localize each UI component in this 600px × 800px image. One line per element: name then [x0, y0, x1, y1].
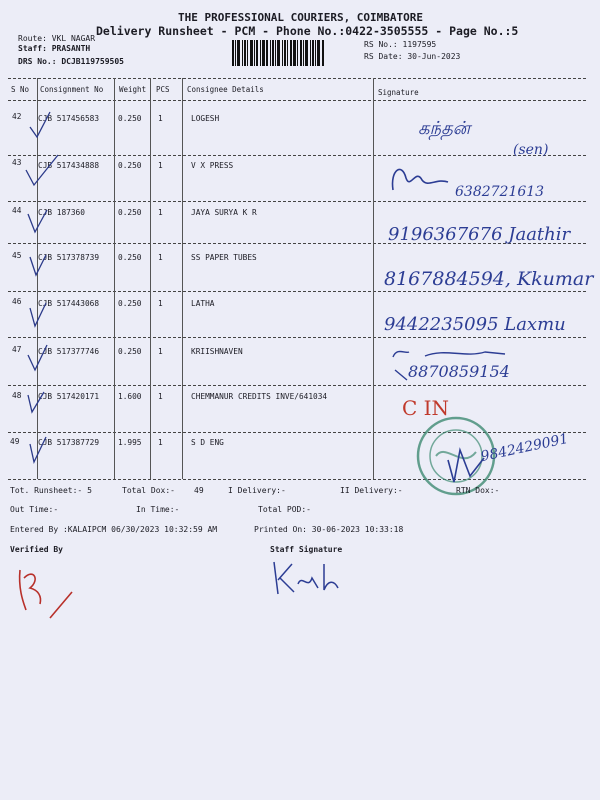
- signature-row48: C IN: [402, 396, 450, 420]
- col-consignment: Consignment No: [40, 85, 104, 94]
- row-sno: 45: [12, 251, 22, 260]
- row-weight: 0.250: [118, 299, 142, 308]
- row-sno: 47: [12, 345, 22, 354]
- signature-row45: 8167884594, Kkumar: [384, 268, 594, 290]
- row-consignee: CHEMMANUR CREDITS INVE/641034: [191, 392, 328, 401]
- tick-mark: [30, 437, 46, 462]
- row-weight: 1.995: [118, 438, 142, 447]
- row-consignee: SS PAPER TUBES: [191, 253, 257, 262]
- signature-row44: 9196367676 Jaathir: [388, 224, 571, 245]
- entered-by: Entered By :KALAIPCM 06/30/2023 10:32:59 AM: [10, 525, 218, 534]
- staff-label: Staff: PRASANTH: [18, 44, 91, 53]
- row-pcs: 1: [158, 392, 163, 401]
- col-weight: Weight: [119, 85, 147, 94]
- signature-row42: கந்தன்: [418, 118, 471, 139]
- signature-row47: 8870859154: [408, 362, 510, 381]
- row-sno: 44: [12, 206, 22, 215]
- row-pcs: 1: [158, 208, 163, 217]
- col-signature: Signature: [378, 88, 419, 97]
- row-pcs: 1: [158, 438, 163, 447]
- row-pcs: 1: [158, 253, 163, 262]
- row-consignment: CJB 517387729: [38, 438, 100, 447]
- signature-scribble-43: [388, 160, 458, 200]
- tick-mark: [30, 255, 46, 275]
- row-weight: 0.250: [118, 114, 142, 123]
- rs-date: RS Date: 30-Jun-2023: [364, 52, 461, 61]
- ii-delivery: II Delivery:-: [340, 486, 403, 495]
- in-time: In Time:-: [136, 505, 180, 514]
- rs-number: RS No.: 1197595: [364, 40, 437, 49]
- i-delivery: I Delivery:-: [228, 486, 286, 495]
- tick-mark: [30, 303, 46, 326]
- row-consignee: LOGESH: [191, 114, 220, 123]
- row-sno: 43: [12, 158, 22, 167]
- row-consignee: KRIISHNAVEN: [191, 347, 243, 356]
- row-consignment: CJB 517434888: [38, 161, 100, 170]
- row-consignee: JAYA SURYA K R: [191, 208, 257, 217]
- row-weight: 0.250: [118, 208, 142, 217]
- row-consignment: CJB 517456583: [38, 114, 100, 123]
- row-consignee: LATHA: [191, 299, 215, 308]
- row-pcs: 1: [158, 347, 163, 356]
- col-consignee: Consignee Details: [187, 85, 264, 94]
- out-time: Out Time:-: [10, 505, 59, 514]
- row-consignment: CJB 517377746: [38, 347, 100, 356]
- verified-by: Verified By: [10, 545, 63, 554]
- row-consignment: CJB 517420171: [38, 392, 100, 401]
- row-pcs: 1: [158, 114, 163, 123]
- row-consignment: CJB 187360: [38, 208, 85, 217]
- row-sno: 48: [12, 391, 22, 400]
- total-pod: Total POD:-: [258, 505, 311, 514]
- col-sno: S No: [11, 85, 30, 94]
- runsheet-title: Delivery Runsheet - PCM - Phone No.:0422-3505555 - Page No.:5: [96, 24, 519, 38]
- row-consignee: V X PRESS: [191, 161, 234, 170]
- route-label: Route: VKL NAGAR: [18, 34, 96, 43]
- row-pcs: 1: [158, 161, 163, 170]
- row-sno: 49: [10, 437, 20, 446]
- row-weight: 0.250: [118, 161, 142, 170]
- row-consignee: S D ENG: [191, 438, 224, 447]
- printed-on: Printed On: 30-06-2023 10:33:18: [254, 525, 404, 534]
- row-sno: 46: [12, 297, 22, 306]
- row-consignment: CJB 517378739: [38, 253, 100, 262]
- signature-row43: 6382721613: [455, 184, 545, 200]
- total-dox-label: Total Dox:-: [122, 486, 175, 495]
- signature-row42-extra: (sen): [513, 142, 549, 158]
- tick-mark: [26, 155, 58, 185]
- signature-row49: 9842429091: [479, 430, 570, 466]
- tick-mark: [28, 345, 47, 370]
- row-pcs: 1: [158, 299, 163, 308]
- total-dox-value: 49: [194, 486, 204, 495]
- tick-mark: [28, 392, 44, 412]
- tick-mark: [28, 210, 47, 232]
- rtn-dox: RTN Dox:-: [456, 486, 500, 495]
- tick-mark: [30, 112, 50, 137]
- row-weight: 0.250: [118, 347, 142, 356]
- company-name: THE PROFESSIONAL COURIERS, COIMBATORE: [178, 11, 424, 24]
- total-runsheet: Tot. Runsheet:- 5: [10, 486, 92, 495]
- row-consignment: CJB 517443068: [38, 299, 100, 308]
- row-weight: 0.250: [118, 253, 142, 262]
- col-pcs: PCS: [156, 85, 170, 94]
- drs-number: DRS No.: DCJB119759505: [18, 57, 124, 66]
- staff-signature-mark: [268, 554, 358, 604]
- verifier-signature: [10, 560, 90, 630]
- row-sno: 42: [12, 112, 22, 121]
- row-weight: 1.600: [118, 392, 142, 401]
- signature-row46: 9442235095 Laxmu: [384, 314, 566, 335]
- staff-signature: Staff Signature: [270, 545, 343, 554]
